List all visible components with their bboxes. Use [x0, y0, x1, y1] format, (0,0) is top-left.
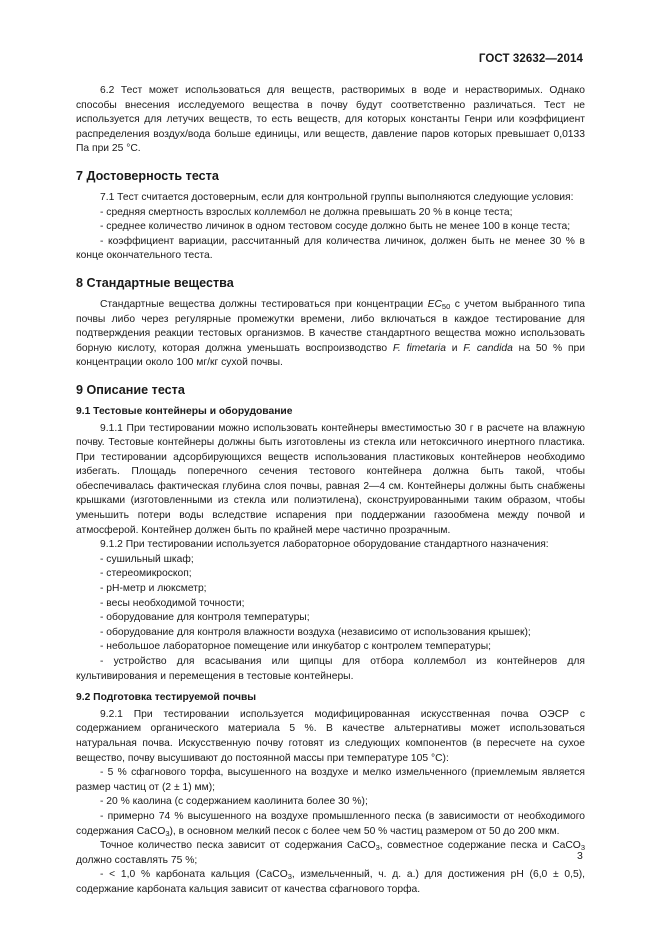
list-item: - оборудование для контроля влажности воздуха (независимо от использования крышек);: [100, 626, 531, 638]
text-run: Точное количество песка зависит от содержания CaCO: [100, 840, 376, 852]
standard-code-header: ГОСТ 32632—2014: [478, 53, 583, 65]
section-7-title: 7 Достоверность теста: [76, 168, 219, 183]
text-run: ), в основном мелкий песок с более чем 50 % частиц размером от 50 до 200 мкм.: [169, 825, 560, 837]
species-name: F. fimetaria: [392, 342, 446, 354]
list-item: - среднее количество личинок в одном тестовом сосуде должно быть не менее 100 в конце теста;: [100, 221, 571, 233]
list-item: [76, 868, 585, 897]
text-run: на 50 % при концентрации около 100 мг/кг сухой почвы.: [76, 342, 585, 369]
text-run: - примерно 74 % высушенного на воздухе промышленного песка (в зависимости от необходимого содержания CaCO: [76, 810, 585, 837]
paragraph-9-1-1: 9.1.1 При тестировании можно использовать контейнеры вместимостью 30 г в расчете на влажную почву. Тестовые контейнеры должны быть изготовлены из стекла или нетоксичного инертного пластика. При тестировании адсорбирующихся веществ использования пластиковых контейнеров необходимо избегать. Площадь поперечного сечения тестового контейнера должна быть такой, чтобы обеспечивалась фактическая глубина слоя почвы, равная 2—4 см. Контейнеры должны быть снабжены крышками (изготовленными из стекла или полиэтилена), сконструированными таким образом, чтобы уменьшить потери воды вследствие испарения при поддержании газообмена между почвой и атмосферой. Контейнер должен быть по крайней мере частично прозрачным.: [76, 422, 585, 536]
species-name: F. candida: [463, 342, 513, 354]
paragraph-7-1: 7.1 Тест считается достоверным, если для контрольной группы выполняются следующие условия:: [100, 191, 574, 203]
subscript: 3: [287, 872, 292, 882]
list-item: - 20 % каолина (с содержанием каолинита более 30 %);: [100, 796, 368, 808]
paragraph-6-2: 6.2 Тест может использоваться для веществ, растворимых в воде и нерастворимых. Однако способы внесения исследуемого вещества в почву будут соответственно различаться. Тест не используется для летучих веществ, то есть веществ, для которых константы Генри или коэффициент распределения воздух/вода больше единицы, или веществ, давление паров которых превышает 0,0133 Па при 25 °С.: [76, 85, 585, 155]
text-run: и: [445, 342, 464, 354]
subscript: 3: [165, 828, 170, 838]
text-run: - < 1,0 % карбоната кальция (CaCO: [100, 869, 288, 881]
text-run: с учетом выбранного типа почвы либо через регулярные промежутки времени, либо включаться в каждое тестирование для подтверждения реакции тестовых организмов. В качестве стандартного вещества можно использовать борную кислоту, которая должна уменьшать воспроизводство: [76, 298, 585, 354]
subscript: 3: [580, 843, 585, 853]
list-item: - сушильный шкаф;: [100, 553, 194, 565]
list-item: - pH-метр и люксметр;: [100, 583, 207, 595]
section-9-title: 9 Описание теста: [76, 382, 185, 397]
list-item: - стереомикроскоп;: [100, 568, 192, 580]
paragraph-9-1-2: 9.1.2 При тестировании используется лабораторное оборудование стандартного назначения:: [100, 539, 549, 551]
subscript: 3: [375, 843, 380, 853]
list-item: - коэффициент вариации, рассчитанный для количества личинок, должен быть не менее 30 % в конце окончательного теста.: [76, 235, 585, 262]
list-item: [76, 810, 585, 839]
list-item: - весы необходимой точности;: [100, 597, 245, 609]
document-body: [76, 84, 585, 898]
ec-subscript: 50: [441, 301, 451, 311]
list-item: - устройство для всасывания или щипцы для отбора коллембол из контейнеров для культивирования и перемещения в тестовые контейнеры.: [76, 656, 585, 682]
list-item: - 5 % сфагнового торфа, высушенного на воздухе и мелко измельченного (приемлемым является размер частиц от (2 ± 1) мм);: [76, 767, 585, 793]
list-item: - средняя смертность взрослых коллембол не должна превышать 20 % в конце теста;: [100, 206, 513, 218]
paragraph-sand-content: [76, 839, 585, 868]
text-run: должно составлять 75 %;: [76, 854, 198, 866]
text-run: Стандартные вещества должны тестироваться при концентрации: [100, 298, 428, 310]
text-run: , измельченный, ч. д. а.) для достижения pH (6,0 ± 0,5), содержание карбоната кальция зависит от качества сфагнового торфа.: [76, 869, 585, 895]
page-number: 3: [577, 850, 583, 862]
paragraph-8: [76, 298, 585, 371]
ec-symbol: EC: [427, 298, 442, 310]
subsection-9-2-title: 9.2 Подготовка тестируемой почвы: [76, 692, 257, 704]
list-item: - небольшое лабораторное помещение или инкубатор с контролем температуры;: [100, 641, 492, 653]
section-8-title: 8 Стандартные вещества: [76, 275, 234, 290]
subsection-9-1-title: 9.1 Тестовые контейнеры и оборудование: [76, 405, 293, 417]
list-item: - оборудование для контроля температуры;: [100, 612, 310, 624]
paragraph-9-2-1: 9.2.1 При тестировании используется модифицированная искусственная почва ОЭСР с содержанием органического материала 5 %. В качестве альтернативы может использоваться натуральная почва. Искусственную почву готовят из следующих компонентов (в пересчете на сухое вещество, почву высушивают до постоянной массы при температуре 105 °С):: [76, 708, 585, 764]
text-run: , совместное содержание песка и CaCO: [379, 840, 581, 852]
